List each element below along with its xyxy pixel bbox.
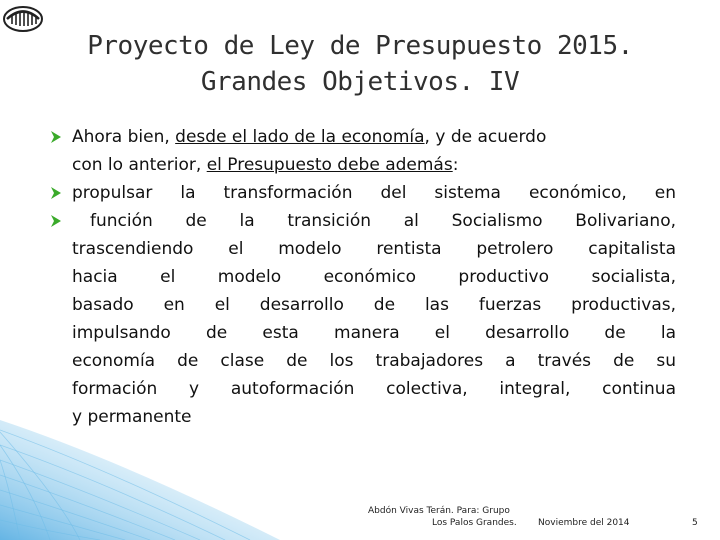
bullet-3-continuation — [50, 235, 676, 431]
title-line-1: Proyecto de Ley de Presupuesto 2015. — [87, 31, 633, 61]
bullet-item-2 — [50, 179, 676, 207]
arrow-bullet-icon — [50, 187, 62, 199]
arrow-bullet-icon — [50, 215, 62, 227]
footer-author: Abdón Vivas Terán. Para: Grupo — [368, 506, 510, 516]
paragraph-line-7: y permanente — [72, 407, 192, 427]
paragraph-line-1: trascendiendo el modelo rentista petrolero capitalista — [72, 239, 676, 259]
bullet-1-text-b: desde el lado de la economía — [175, 127, 425, 147]
bullet-1-cont-b: el Presupuesto debe además — [206, 155, 453, 175]
paragraph-line-5: economía de clase de los trabajadores a través de su — [72, 351, 676, 371]
slide-title — [40, 28, 680, 100]
bullet-1-text-c: , y de acuerdo — [424, 127, 547, 147]
bullet-2-text: propulsar la transformación del sistema económico, en — [72, 183, 676, 203]
footer-group: Los Palos Grandes. — [432, 518, 517, 528]
title-line-2: Grandes Objetivos. IV — [200, 67, 520, 97]
bullet-1-text-a: Ahora bien, — [72, 127, 176, 147]
paragraph-line-2: hacia el modelo económico productivo socialista, — [72, 267, 676, 287]
footer-date: Noviembre del 2014 — [538, 518, 630, 528]
logo-icon — [2, 2, 44, 32]
bullet-item-3 — [50, 207, 676, 235]
bullet-1-cont-c: : — [452, 155, 459, 175]
bullet-3-text: función de la transición al Socialismo Bolivariano, — [90, 211, 676, 231]
arrow-bullet-icon — [50, 131, 62, 143]
paragraph-line-4: impulsando de esta manera el desarrollo de la — [72, 323, 676, 343]
page-number: 5 — [692, 518, 698, 528]
bullet-1-cont-a: con lo anterior, — [72, 155, 207, 175]
paragraph-line-6: formación y autoformación colectiva, integral, continua — [72, 379, 676, 399]
bullet-item-1 — [50, 123, 676, 179]
slide-body — [50, 123, 676, 431]
paragraph-line-3: basado en el desarrollo de las fuerzas productivas, — [72, 295, 676, 315]
